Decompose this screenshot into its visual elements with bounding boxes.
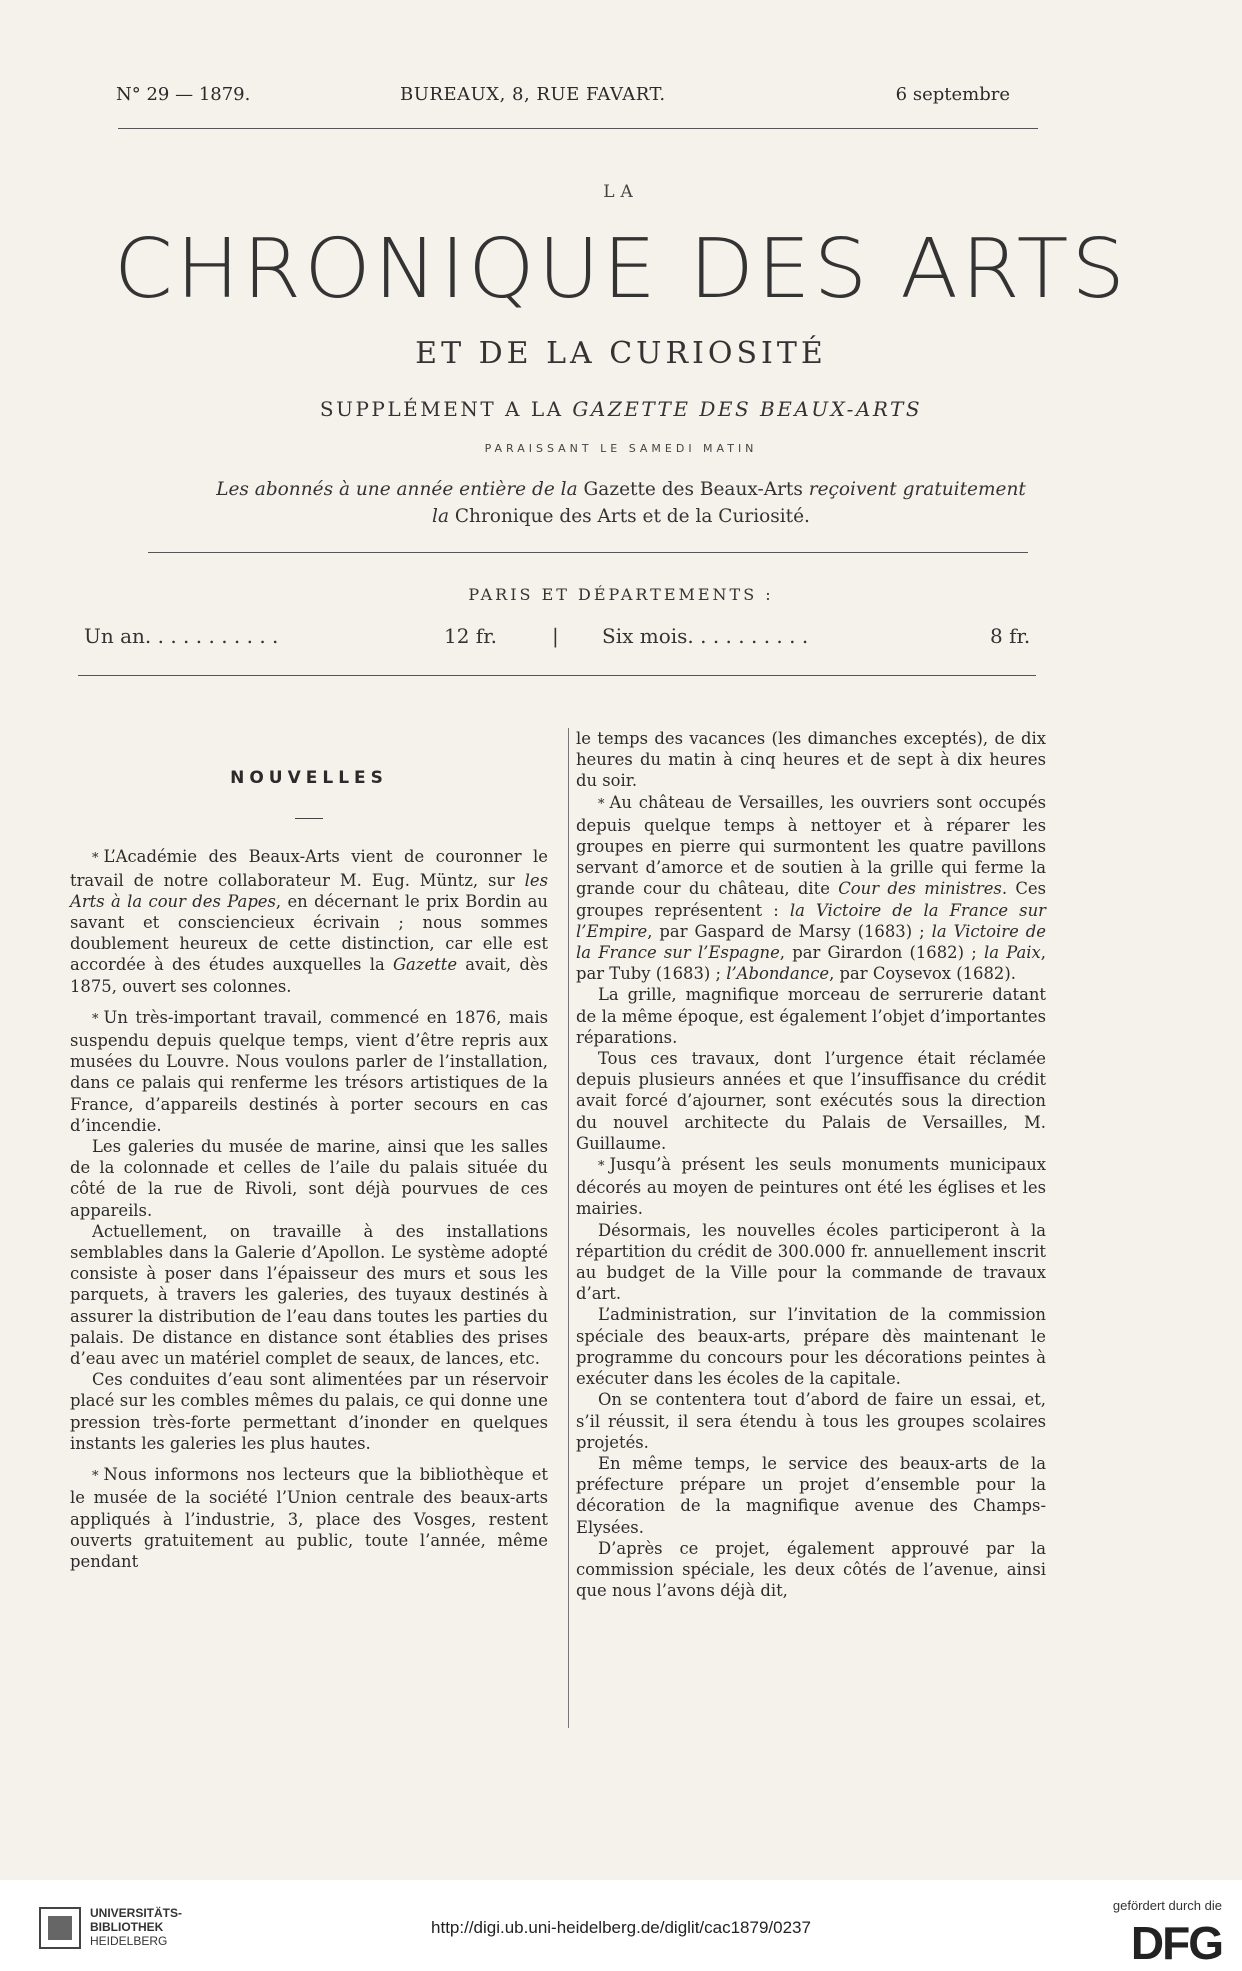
subscription-rule	[78, 675, 1036, 676]
permalink-url[interactable]: http://digi.ub.uni-heidelberg.de/diglit/cac1879/0237	[431, 1918, 811, 1937]
left-column	[70, 768, 548, 1572]
supplement-journal: GAZETTE DES BEAUX-ARTS	[572, 397, 923, 421]
dfg-logo: DFG	[1130, 1917, 1222, 1969]
section-heading: NOUVELLES	[230, 768, 388, 788]
paragraph: On se contentera tout d’abord de faire un essai, et, s’il réussit, il sera étendu à tous les groupes scolaires projetés.	[576, 1390, 1046, 1452]
subscription-heading: PARIS ET DÉPARTEMENTS :	[468, 585, 774, 604]
news-item: * L’Académie des Beaux-Arts vient de couronner le travail de notre collaborateur M. Eug. Müntz, sur les Arts à la cour des Papes, en décernant le prix Bordin au savant et consciencieux écrivain ; nous sommes doublement heureux de cette distinction, car elle est accordée à des études auxquelles la Gazette avait, dès 1875, ouvert ses colonnes.	[70, 847, 548, 996]
supplement-line	[0, 397, 1242, 421]
half-year-price: 8 fr.	[990, 624, 1031, 648]
right-column	[576, 728, 1046, 1601]
price-separator: |	[552, 624, 559, 648]
issue-date: 6 septembre	[895, 84, 1010, 105]
frequency-line: PARAISSANT LE SAMEDI MATIN	[484, 442, 758, 455]
paragraph: le temps des vacances (les dimanches exceptés), de dix heures du matin à cinq heures et de sept à dix heures du soir.	[576, 729, 1046, 791]
paragraph: Désormais, les nouvelles écoles participeront à la répartition du crédit de 300.000 fr. annuellement inscrit au budget de la Ville pour la commande de travaux d’art.	[576, 1220, 1046, 1304]
news-item: * Nous informons nos lecteurs que la bibliothèque et le musée de la société l’Union centrale des beaux-arts appliqués à l’industrie, 3, place des Vosges, restent ouverts gratuitement au public, toute l’année, même pendant	[70, 1465, 548, 1571]
notice-part: reçoivent gratuitement	[808, 479, 1026, 500]
masthead-rule	[148, 552, 1028, 553]
paragraph: Les galeries du musée de marine, ainsi que les salles de la colonnade et celles de l’aile du palais située du côté de la rue de Rivoli, sont déjà pourvues de ces appareils.	[70, 1137, 548, 1220]
notice-part: Chronique des Arts et de la Curiosité.	[454, 506, 810, 527]
masthead-subtitle: ET DE LA CURIOSITÉ	[415, 336, 827, 371]
masthead-title: CHRONIQUE DES ARTS	[113, 222, 1129, 317]
asterism-icon: *	[92, 1469, 98, 1485]
asterism-icon: *	[598, 796, 604, 812]
news-item: * Jusqu’à présent les seuls monuments municipaux décorés au moyen de peintures ont été les églises et les mairies.	[576, 1155, 1046, 1219]
paragraph: Ces conduites d’eau sont alimentées par un réservoir placé sur les combles mêmes du palais, ce qui donne une pression très-forte permettant d’inonder en quelques instants les galeries les plus hautes.	[70, 1370, 548, 1453]
heading-dash	[70, 803, 548, 824]
year-price: 12 fr.	[444, 624, 497, 648]
paragraph: L’administration, sur l’invitation de la commission spéciale des beaux-arts, prépare dès maintenant le programme du concours pour les décorations peintes à exécuter dans les écoles de la capitale.	[576, 1305, 1046, 1389]
paragraph: La grille, magnifique morceau de serrurerie datant de la même époque, est également l’objet d’importantes réparations.	[576, 985, 1046, 1047]
news-item: * Un très-important travail, commencé en 1876, mais suspendu depuis quelque temps, vient d’être repris aux musées du Louvre. Nous voulons parler de l’installation, dans ce palais qui renferme les trésors artistiques de la France, d’appareils destinés à porter secours en cas d’incendie.	[70, 1007, 548, 1135]
notice-part: Gazette des Beaux-Arts	[583, 479, 803, 500]
digitization-footer	[0, 1880, 1242, 1971]
header-rule	[118, 128, 1038, 129]
asterism-icon: *	[598, 1159, 604, 1175]
bureaux-address: BUREAUX, 8, RUE FAVART.	[400, 84, 666, 105]
paragraph: D’après ce projet, également approuvé par la commission spéciale, les deux côtés de l’avenue, ainsi que nous l’avons déjà dit,	[576, 1538, 1046, 1601]
paragraph: Actuellement, on travaille à des installations semblables dans la Galerie d’Apollon. Le système adopté consiste à poser dans l’épaisseur des murs et sous les parquets, à travers les galeries, des tuyaux destinés à assurer la distribution de l’eau dans toutes les parties du palais. De distance en distance sont établies des prises d’eau avec un matériel complet de seaux, de lances, etc.	[70, 1221, 548, 1369]
half-year-label: Six mois. . . . . . . . . .	[602, 624, 809, 648]
paragraph: Tous ces travaux, dont l’urgence était réclamée depuis plusieurs années et que l’insuffisance du crédit avait forcé d’ajourner, sont exécutés sous la direction du nouvel architecte du Palais de Versailles, M. Guillaume.	[576, 1049, 1046, 1153]
year-label: Un an. . . . . . . . . . .	[84, 624, 279, 648]
asterism-icon: *	[92, 851, 98, 867]
notice-part: Les abonnés à une année entière de la	[216, 479, 578, 500]
notice-part: la	[432, 506, 449, 527]
supplement-prefix: SUPPLÉMENT A LA	[319, 397, 564, 421]
asterism-icon: *	[92, 1011, 98, 1027]
issue-number: N° 29 — 1879.	[116, 84, 251, 105]
paragraph: En même temps, le service des beaux-arts de la préfecture prépare un projet d’ensemble pour la décoration de la magnifique avenue des Champs-Elysées.	[576, 1453, 1046, 1537]
news-item: * Au château de Versailles, les ouvriers sont occupés depuis quelque temps à nettoyer et à réparer les groupes en pierre qui surmontent les quatre pavillons servant d’amorce et de soutien à la grille qui ferme la grande cour du château, dite Cour des ministres. Ces groupes représentent : la Victoire de la France sur l’Empire, par Gaspard de Marsy (1683) ; la Victoire de la France sur l’Espagne, par Girardon (1682) ; la Paix, par Tuby (1683) ; l’Abondance, par Coysevox (1682).	[576, 792, 1046, 984]
masthead-article: LA	[603, 182, 639, 202]
column-separator	[568, 728, 569, 1728]
library-name: UNIVERSITÄTS- BIBLIOTHEK HEIDELBERG	[90, 1906, 183, 1948]
funding-note: gefördert durch die	[1112, 1898, 1222, 1913]
subscriber-notice	[0, 476, 1242, 530]
